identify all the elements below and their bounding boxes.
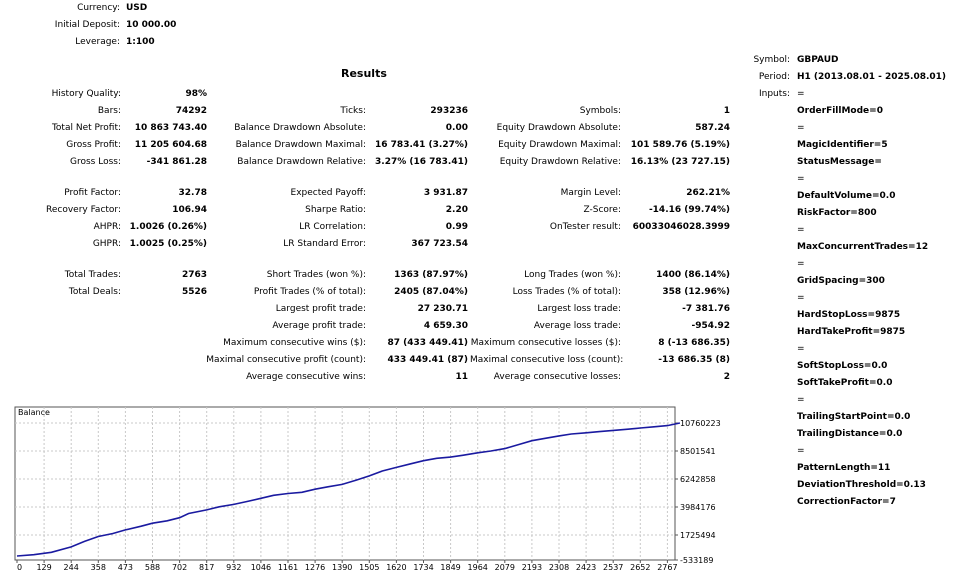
input-parameter: OrderFillMode=0: [797, 106, 883, 116]
x-tick-label: 358: [90, 563, 106, 572]
stat-label: LR Correlation:: [299, 222, 366, 232]
stat-label: Balance Drawdown Maximal:: [235, 140, 366, 150]
stat-value: 87 (433 449.41): [387, 338, 468, 348]
stat-label: History Quality:: [51, 89, 121, 99]
x-tick-label: 0: [17, 563, 23, 572]
stat-label: Profit Factor:: [64, 188, 121, 198]
y-tick-label: 8501541: [680, 447, 716, 456]
stat-value: 16 783.41 (3.27%): [375, 140, 468, 150]
stat-label: Largest profit trade:: [275, 304, 366, 314]
stat-value: 2.20: [445, 205, 468, 215]
input-parameter: StatusMessage=: [797, 157, 882, 167]
x-tick-label: 473: [117, 563, 134, 572]
x-tick-label: 2767: [657, 563, 678, 572]
stat-value: 3 931.87: [423, 188, 468, 198]
deposit-value: 10 000.00: [126, 20, 177, 30]
period-value: H1 (2013.08.01 - 2025.08.01): [797, 72, 947, 82]
stat-value: 358 (12.96%): [662, 287, 730, 297]
stat-value: 293236: [430, 106, 468, 116]
input-parameter: SoftStopLoss=0.0: [797, 361, 888, 371]
stat-label: Equity Drawdown Relative:: [499, 157, 621, 167]
x-tick-label: 1620: [386, 563, 407, 572]
stat-value: 5526: [181, 287, 207, 297]
stat-label: Average loss trade:: [533, 321, 621, 331]
symbol-value: GBPAUD: [797, 55, 839, 65]
stat-value: 106.94: [172, 205, 207, 215]
stat-label: Z-Score:: [583, 205, 621, 215]
stat-label: Short Trades (won %):: [266, 270, 366, 280]
stat-value: 262.21%: [686, 188, 730, 198]
stat-value: 587.24: [695, 123, 730, 133]
input-parameter: MagicIdentifier=5: [797, 140, 888, 150]
stat-value: 1.0026 (0.26%): [129, 222, 207, 232]
stat-label: GHPR:: [92, 239, 121, 249]
input-parameter: MaxConcurrentTrades=12: [797, 242, 929, 252]
stat-value: 98%: [185, 89, 207, 99]
input-parameter: GridSpacing=300: [797, 276, 885, 286]
stat-label: Maximal consecutive profit (count):: [206, 355, 366, 365]
x-tick-label: 129: [36, 563, 52, 572]
input-parameter: =: [797, 225, 805, 235]
stat-value: 3.27% (16 783.41): [375, 157, 468, 167]
stat-label: Sharpe Ratio:: [305, 205, 366, 215]
stat-label: Ticks:: [340, 106, 366, 116]
stat-label: Average consecutive losses:: [493, 372, 621, 382]
x-tick-label: 1964: [467, 563, 488, 572]
x-tick-label: 1046: [250, 563, 272, 572]
stat-value: 2: [723, 372, 730, 382]
input-parameter: RiskFactor=800: [797, 208, 877, 218]
input-parameter: =: [797, 89, 805, 99]
input-parameter: DeviationThreshold=0.13: [797, 480, 926, 490]
leverage-label: Leverage:: [75, 37, 120, 47]
stat-label: Maximum consecutive losses ($):: [470, 338, 621, 348]
stat-label: Bars:: [97, 106, 121, 116]
x-tick-label: 1276: [304, 563, 326, 572]
stat-value: 32.78: [178, 188, 207, 198]
y-tick-label: 10760223: [680, 419, 721, 428]
stat-value: 74292: [175, 106, 207, 116]
stat-value: -7 381.76: [682, 304, 730, 314]
stat-label: Average profit trade:: [272, 321, 366, 331]
input-parameter: =: [797, 174, 805, 184]
stat-label: Total Net Profit:: [51, 123, 121, 133]
stat-value: 11 205 604.68: [134, 140, 207, 150]
balance-chart: [0, 400, 960, 582]
input-parameter: TrailingStartPoint=0.0: [797, 412, 911, 422]
input-parameter: =: [797, 344, 805, 354]
deposit-label: Initial Deposit:: [54, 20, 120, 30]
stat-label: Symbols:: [579, 106, 621, 116]
stat-value: 60033046028.3999: [632, 222, 730, 232]
stat-label: Loss Trades (% of total):: [512, 287, 621, 297]
x-tick-label: 702: [171, 563, 188, 572]
x-tick-label: 817: [199, 563, 215, 572]
input-parameter: HardTakeProfit=9875: [797, 327, 906, 337]
stat-label: Total Deals:: [68, 287, 121, 297]
x-tick-label: 2652: [630, 563, 651, 572]
x-tick-label: 2308: [548, 563, 570, 572]
stat-label: Equity Drawdown Maximal:: [498, 140, 621, 150]
y-tick-label: 1725494: [680, 531, 716, 540]
stat-label: Average consecutive wins:: [246, 372, 366, 382]
stat-label: Equity Drawdown Absolute:: [496, 123, 621, 133]
stat-value: 433 449.41 (87): [387, 355, 468, 365]
input-parameter: =: [797, 293, 805, 303]
stat-label: Long Trades (won %):: [524, 270, 621, 280]
x-tick-label: 1390: [332, 563, 353, 572]
stat-label: Total Trades:: [64, 270, 121, 280]
x-tick-label: 1161: [277, 563, 299, 572]
y-tick-label: 6242858: [680, 475, 716, 484]
stat-value: 367 723.54: [411, 239, 468, 249]
x-tick-label: 2423: [575, 563, 597, 572]
stat-label: Profit Trades (% of total):: [253, 287, 366, 297]
stat-value: 0.00: [445, 123, 468, 133]
stat-label: Largest loss trade:: [537, 304, 621, 314]
y-tick-label: -533189: [680, 556, 714, 565]
x-tick-label: 588: [144, 563, 161, 572]
stat-value: 2405 (87.04%): [394, 287, 468, 297]
stat-value: 0.99: [445, 222, 468, 232]
input-parameter: PatternLength=11: [797, 463, 891, 473]
stat-value: -341 861.28: [146, 157, 207, 167]
stat-value: -954.92: [691, 321, 730, 331]
x-tick-label: 2193: [521, 563, 543, 572]
stat-label: Balance Drawdown Relative:: [237, 157, 366, 167]
stat-label: Maximal consecutive loss (count):: [470, 355, 624, 365]
stat-label: AHPR:: [93, 222, 121, 232]
stat-label: Gross Profit:: [66, 140, 121, 150]
stat-label: Balance Drawdown Absolute:: [234, 123, 366, 133]
stat-value: 101 589.76 (5.19%): [630, 140, 730, 150]
stat-value: 1.0025 (0.25%): [129, 239, 207, 249]
y-tick-label: 3984176: [680, 503, 716, 512]
stat-value: -14.16 (99.74%): [648, 205, 730, 215]
input-parameter: CorrectionFactor=7: [797, 497, 896, 507]
stat-value: 2763: [181, 270, 207, 280]
input-parameter: =: [797, 123, 805, 133]
input-parameter: TrailingDistance=0.0: [797, 429, 903, 439]
x-tick-label: 1734: [413, 563, 434, 572]
stat-value: 27 230.71: [417, 304, 468, 314]
stat-value: 8 (-13 686.35): [658, 338, 730, 348]
input-parameter: SoftTakeProfit=0.0: [797, 378, 893, 388]
stat-value: 1: [723, 106, 730, 116]
x-tick-label: 932: [226, 563, 242, 572]
x-tick-label: 244: [63, 563, 79, 572]
stat-label: Recovery Factor:: [45, 205, 121, 215]
stat-value: -13 686.35 (8): [658, 355, 730, 365]
stat-label: Expected Payoff:: [290, 188, 366, 198]
stat-label: Maximum consecutive wins ($):: [223, 338, 366, 348]
period-label: Period:: [758, 72, 790, 82]
stat-label: Margin Level:: [560, 188, 621, 198]
x-tick-label: 1505: [359, 563, 380, 572]
currency-label: Currency:: [77, 3, 120, 13]
input-parameter: HardStopLoss=9875: [797, 310, 901, 320]
results-title: Results: [341, 67, 387, 80]
stat-value: 1400 (86.14%): [656, 270, 730, 280]
inputs-label: Inputs:: [758, 89, 790, 99]
input-parameter: =: [797, 259, 805, 269]
stat-value: 4 659.30: [423, 321, 468, 331]
stat-value: 16.13% (23 727.15): [630, 157, 730, 167]
leverage-value: 1:100: [126, 37, 155, 47]
input-parameter: =: [797, 446, 805, 456]
x-tick-label: 1849: [440, 563, 461, 572]
symbol-label: Symbol:: [753, 55, 790, 65]
input-parameter: =: [797, 395, 805, 405]
input-parameter: DefaultVolume=0.0: [797, 191, 896, 201]
stat-label: Gross Loss:: [70, 157, 121, 167]
currency-value: USD: [126, 3, 148, 13]
chart-title: Balance: [18, 408, 50, 417]
stat-label: LR Standard Error:: [283, 239, 366, 249]
stat-value: 11: [455, 372, 468, 382]
stat-value: 1363 (87.97%): [394, 270, 468, 280]
stat-value: 10 863 743.40: [134, 123, 207, 133]
x-tick-label: 2537: [603, 563, 624, 572]
stat-label: OnTester result:: [549, 222, 621, 232]
x-tick-label: 2079: [494, 563, 515, 572]
